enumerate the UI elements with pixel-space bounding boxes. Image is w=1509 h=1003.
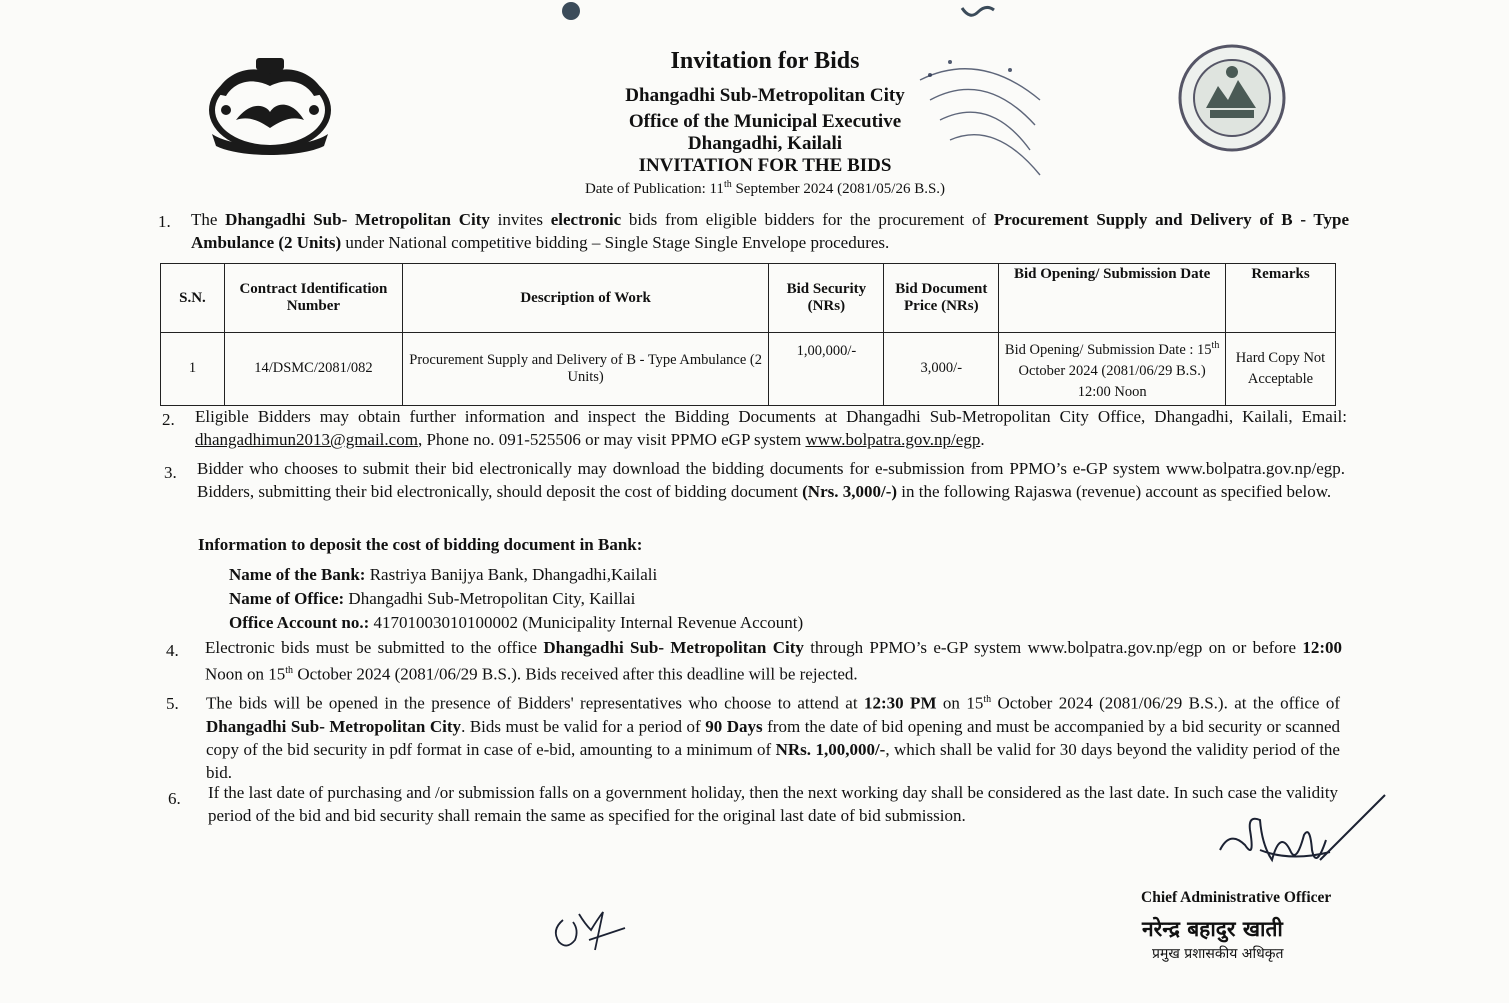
item-number: 6. xyxy=(168,789,181,808)
egp-link[interactable]: www.bolpatra.gov.np/egp xyxy=(805,430,981,449)
bank-name-line: Name of the Bank: Rastriya Banijya Bank, Dhangadhi,Kailali xyxy=(229,565,658,584)
item-5-text: The bids will be opened in the presence of Bidders' representatives who choose to attend at 12:30 PM on 15th October 2024 (2081/06/29 B.S.). at the office of Dhangadhi Sub- Metropolitan City. Bids must be valid for a period of 90 Days from the date of bid opening and must be accompanied by a bid security or scanned copy of the bid security in pdf format in case of e-bid, amounting to a minimum of NRs. 1,00,000/-, which shall be valid for 30 days beyond the validity period of the bid. xyxy=(206,693,1341,782)
document-title: Invitation for Bids xyxy=(670,48,860,74)
col-header-doc-price: Bid Document Price (NRs) xyxy=(884,264,999,333)
cell-doc-price: 3,000/- xyxy=(884,333,999,406)
item-number: 2. xyxy=(162,410,175,429)
issuer-office: Office of the Municipal Executive xyxy=(628,111,902,132)
bid-table xyxy=(160,263,1336,406)
item-number: 4. xyxy=(166,641,179,660)
col-header-description: Description of Work xyxy=(402,264,769,333)
signatory-title: Chief Administrative Officer xyxy=(1141,889,1332,906)
item-2-text: Eligible Bidders may obtain further information and inspect the Bidding Documents at Dhangadhi Sub-Metropolitan City Office, Dhangadhi, Kailali, Email: dhangadhimun2013@gmail.com, Phone no. 091-525506 or may visit PPMO eGP system www.bolpatra.gov.np/egp. xyxy=(195,407,1347,449)
item-1-text: The Dhangadhi Sub- Metropolitan City invites electronic bids from eligible bidders for the procurement of Procurement Supply and Delivery of B - Type Ambulance (2 Units) under National competitive bidding – Single Stage Single Envelope procedures. xyxy=(191,210,1349,252)
table-header-row xyxy=(161,264,1336,333)
issuer-name: Dhangadhi Sub-Metropolitan City xyxy=(625,85,905,106)
cell-bid-security: 1,00,000/- xyxy=(769,333,884,406)
cell-remarks: Hard Copy Not Acceptable xyxy=(1226,333,1336,406)
item-number: 3. xyxy=(164,463,177,482)
cell-contract-id: 14/DSMC/2081/082 xyxy=(224,333,402,406)
ink-blot xyxy=(958,2,998,22)
bank-info-heading: Information to deposit the cost of bidding document in Bank: xyxy=(198,535,643,554)
item-3-text: Bidder who chooses to submit their bid electronically may download the bidding documents for e-submission from PPMO’s e-GP system www.bolpatra.gov.np/egp. Bidders, submitting their bid electronically, should deposit the cost of bidding document (Nrs. 3,000/-) in the following Rajaswa (revenue) account as specified below. xyxy=(197,459,1345,501)
col-header-date: Bid Opening/ Submission Date xyxy=(999,264,1226,333)
cell-sn: 1 xyxy=(161,333,225,406)
item-6-text: If the last date of purchasing and /or submission falls on a government holiday, then the next working day shall be considered as the last date. In such case the validity period of the bid and bid security shall remain the same as specified for the original last date of bid submission. xyxy=(208,783,1339,825)
item-number: 5. xyxy=(166,694,179,713)
nepal-emblem-icon xyxy=(196,50,344,158)
signatory-designation: प्रमुख प्रशासकीय अधिकृत xyxy=(1152,946,1284,962)
col-header-remarks: Remarks xyxy=(1226,264,1336,333)
municipality-seal-icon xyxy=(1176,42,1288,154)
ink-blot xyxy=(560,0,582,22)
handwritten-initials xyxy=(545,900,635,960)
office-name-line: Name of Office: Dhangadhi Sub-Metropolitan City, Kaillai xyxy=(229,589,636,608)
publication-date: Date of Publication: 11th September 2024 (2081/05/26 B.S.) xyxy=(584,179,946,197)
item-4-text: Electronic bids must be submitted to the office Dhangadhi Sub- Metropolitan City through PPMO’s e-GP system www.bolpatra.gov.np/egp on or before 12:00 Noon on 15th October 2024 (2081/06/29 B.S.). Bids received after this deadline will be rejected. xyxy=(205,638,1343,684)
issuer-location: Dhangadhi, Kailali xyxy=(687,133,843,154)
cell-description: Procurement Supply and Delivery of B - Type Ambulance (2 Units) xyxy=(402,333,769,406)
account-number-line: Office Account no.: 41701003010100002 (Municipality Internal Revenue Account) xyxy=(229,613,804,632)
col-header-contract-id: Contract Identification Number xyxy=(224,264,402,333)
table-row xyxy=(161,333,1336,406)
item-number: 1. xyxy=(158,212,171,231)
document-subtitle: INVITATION FOR THE BIDS xyxy=(638,155,892,176)
signature-graphic xyxy=(1200,790,1390,900)
col-header-bid-security: Bid Security (NRs) xyxy=(769,264,884,333)
cell-date: Bid Opening/ Submission Date : 15th October 2024 (2081/06/29 B.S.) 12:00 Noon xyxy=(999,333,1226,406)
email-link[interactable]: dhangadhimun2013@gmail.com xyxy=(195,430,418,449)
col-header-sn: S.N. xyxy=(161,264,225,333)
signatory-name: नरेन्द्र बहादुर खाती xyxy=(1142,917,1283,941)
